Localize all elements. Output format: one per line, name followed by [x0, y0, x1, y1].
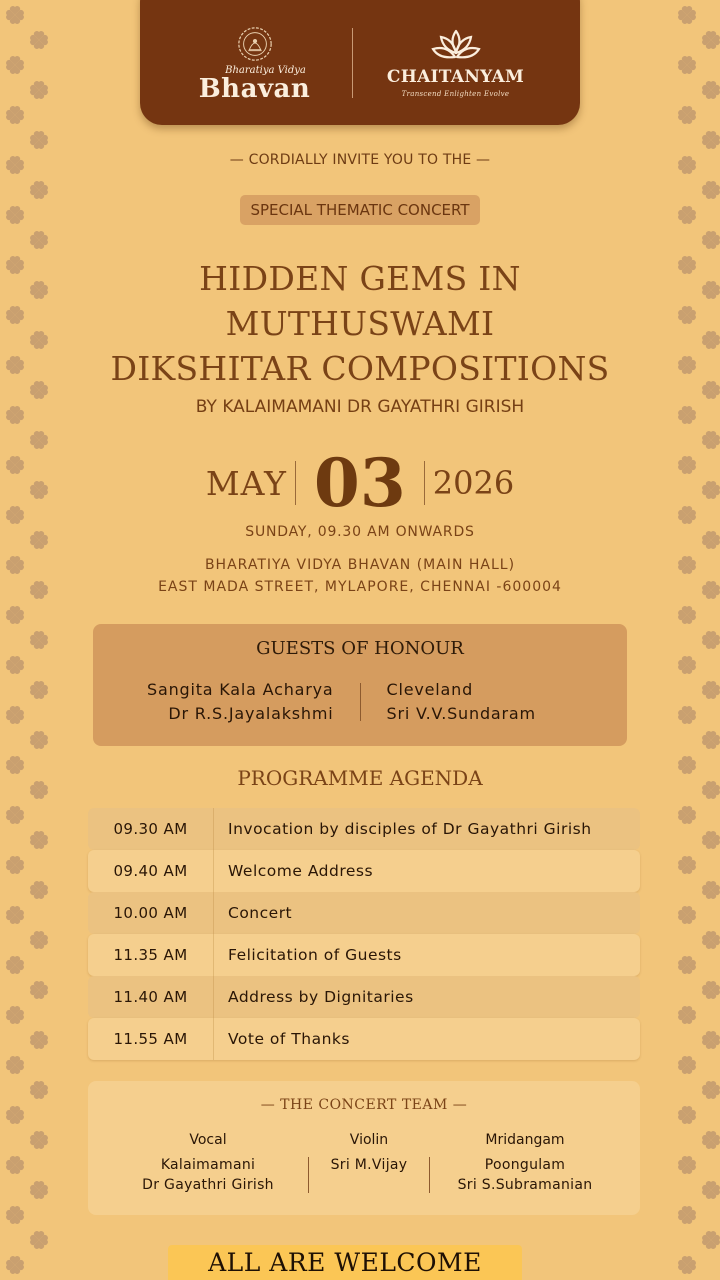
clover-pattern-icon [700, 879, 720, 901]
clover-pattern-icon [4, 1254, 26, 1276]
clover-pattern-icon [700, 1079, 720, 1101]
all-are-welcome-banner: ALL ARE WELCOME [168, 1245, 522, 1280]
clover-pattern-icon [28, 729, 50, 751]
clover-pattern-icon [4, 1154, 26, 1176]
clover-pattern-icon [676, 654, 698, 676]
clover-pattern-icon [4, 654, 26, 676]
date-month: MAY [205, 463, 287, 503]
lotus-icon [429, 27, 483, 65]
clover-pattern-icon [28, 1229, 50, 1251]
team-role: Vocal [189, 1132, 227, 1148]
event-type-wrap [0, 195, 720, 225]
clover-pattern-icon [676, 1154, 698, 1176]
date-separator [295, 461, 296, 505]
clover-pattern-icon [4, 1054, 26, 1076]
date-year: 2026 [432, 464, 515, 502]
agenda-row [88, 934, 640, 976]
guest-right-line-2: Sri V.V.Sundaram [386, 704, 536, 723]
guests-of-honour-panel [93, 624, 627, 746]
clover-pattern-icon [700, 629, 720, 651]
clover-pattern-icon [700, 0, 720, 1]
clover-pattern-icon [4, 4, 26, 26]
clover-pattern-icon [700, 929, 720, 951]
clover-pattern-icon [28, 929, 50, 951]
clover-pattern-icon [700, 1029, 720, 1051]
clover-pattern-icon [676, 54, 698, 76]
guest-left-line-1: Sangita Kala Acharya [147, 680, 334, 699]
clover-pattern-icon [28, 129, 50, 151]
bharatiya-vidya-bhavan-logo [180, 25, 330, 102]
chaitanyam-tagline: Transcend Enlighten Evolve [401, 90, 510, 98]
guest-right-line-1: Cleveland [386, 680, 474, 699]
clover-pattern-icon [676, 854, 698, 876]
clover-pattern-icon [676, 104, 698, 126]
clover-pattern-icon [28, 1179, 50, 1201]
team-name-line-1: Sri M.Vijay [330, 1157, 408, 1173]
clover-pattern-icon [28, 829, 50, 851]
team-role: Violin [349, 1132, 389, 1148]
clover-pattern-icon [676, 954, 698, 976]
clover-pattern-icon [700, 1129, 720, 1151]
clover-pattern-icon [676, 904, 698, 926]
clover-pattern-icon [676, 4, 698, 26]
clover-pattern-icon [4, 854, 26, 876]
clover-pattern-icon [676, 804, 698, 826]
guest-left-line-2: Dr R.S.Jayalakshmi [168, 704, 334, 723]
header-divider [352, 28, 353, 98]
event-type-badge: SPECIAL THEMATIC CONCERT [240, 195, 479, 225]
agenda-row [88, 808, 640, 850]
event-title-line-2: MUTHUSWAMI [225, 304, 495, 343]
right-border-pattern [664, 0, 720, 1280]
clover-pattern-icon [700, 79, 720, 101]
clover-pattern-icon [4, 54, 26, 76]
team-member-violin [309, 1131, 429, 1175]
agenda-item: Address by Dignitaries [228, 988, 414, 1006]
bhavan-logo-big-text: Bhavan [198, 74, 311, 104]
clover-pattern-icon [28, 0, 50, 1]
clover-pattern-icon [28, 1129, 50, 1151]
header-logo-banner [140, 0, 580, 125]
clover-pattern-icon [676, 704, 698, 726]
performer-byline: BY KALAIMAMANI DR GAYATHRI GIRISH [195, 397, 525, 417]
event-date [0, 444, 720, 522]
clover-pattern-icon [676, 604, 698, 626]
left-border-pattern [0, 0, 56, 1280]
agenda-item: Felicitation of Guests [228, 946, 402, 964]
chaitanyam-logo [371, 27, 541, 98]
clover-pattern-icon [700, 829, 720, 851]
clover-pattern-icon [700, 729, 720, 751]
guests-title: GUESTS OF HONOUR [256, 638, 464, 659]
venue-line-2: EAST MADA STREET, MYLAPORE, CHENNAI -600004 [158, 579, 562, 595]
agenda-time: 11.55 AM [88, 1018, 214, 1060]
clover-pattern-icon [676, 1254, 698, 1276]
clover-pattern-icon [4, 1004, 26, 1026]
clover-pattern-icon [28, 29, 50, 51]
clover-pattern-icon [28, 679, 50, 701]
bhavan-logo-small-text: Bharatiya Vidya [225, 65, 306, 76]
clover-pattern-icon [676, 1054, 698, 1076]
clover-pattern-icon [676, 1004, 698, 1026]
clover-pattern-icon [4, 1204, 26, 1226]
team-title: — THE CONCERT TEAM — [260, 1097, 468, 1113]
agenda-row [88, 850, 640, 892]
clover-pattern-icon [28, 79, 50, 101]
team-name-line-1: Poongulam [484, 1157, 566, 1173]
event-title-line-1: HIDDEN GEMS IN [199, 259, 521, 298]
agenda-item: Invocation by disciples of Dr Gayathri Girish [228, 820, 592, 838]
agenda-time: 09.30 AM [88, 808, 214, 850]
agenda-time: 09.40 AM [88, 850, 214, 892]
agenda-time: 11.35 AM [88, 934, 214, 976]
invite-line: — CORDIALLY INVITE YOU TO THE — [229, 152, 491, 168]
concert-team-panel [88, 1081, 640, 1215]
clover-pattern-icon [4, 904, 26, 926]
event-title-line-3: DIKSHITAR COMPOSITIONS [110, 349, 610, 388]
agenda-time: 11.40 AM [88, 976, 214, 1018]
clover-pattern-icon [700, 679, 720, 701]
team-name-line-2: Dr Gayathri Girish [142, 1177, 274, 1193]
clover-pattern-icon [4, 954, 26, 976]
clover-pattern-icon [676, 1204, 698, 1226]
agenda-row [88, 892, 640, 934]
clover-pattern-icon [28, 879, 50, 901]
clover-pattern-icon [700, 1229, 720, 1251]
agenda-time: 10.00 AM [88, 892, 214, 934]
clover-pattern-icon [4, 104, 26, 126]
agenda-item: Welcome Address [228, 862, 374, 880]
day-time-info: SUNDAY, 09.30 AM ONWARDS [245, 524, 475, 540]
bhavan-emblem-icon [236, 25, 274, 63]
team-name-line-1: Kalaimamani [160, 1157, 256, 1173]
clover-pattern-icon [4, 604, 26, 626]
date-day: 03 [313, 444, 406, 522]
clover-pattern-icon [4, 804, 26, 826]
clover-pattern-icon [676, 1104, 698, 1126]
agenda-title: PROGRAMME AGENDA [237, 766, 483, 790]
clover-pattern-icon [700, 129, 720, 151]
date-separator [424, 461, 425, 505]
clover-pattern-icon [28, 629, 50, 651]
team-member-mridangam [430, 1131, 620, 1195]
event-title [0, 256, 720, 391]
guest-right [361, 678, 611, 726]
chaitanyam-name: CHAITANYAM [386, 67, 525, 87]
team-member-vocal [108, 1131, 308, 1195]
agenda-item: Concert [228, 904, 293, 922]
clover-pattern-icon [28, 979, 50, 1001]
clover-pattern-icon [700, 29, 720, 51]
clover-pattern-icon [700, 1179, 720, 1201]
venue-address [0, 554, 720, 598]
clover-pattern-icon [700, 979, 720, 1001]
clover-pattern-icon [28, 229, 50, 251]
agenda-row [88, 1018, 640, 1060]
agenda-item: Vote of Thanks [228, 1030, 350, 1048]
guest-left [110, 678, 360, 726]
team-name-line-2: Sri S.Subramanian [457, 1177, 593, 1193]
clover-pattern-icon [28, 1029, 50, 1051]
venue-line-1: BHARATIYA VIDYA BHAVAN (MAIN HALL) [204, 557, 516, 573]
agenda-row [88, 976, 640, 1018]
clover-pattern-icon [4, 704, 26, 726]
clover-pattern-icon [4, 1104, 26, 1126]
team-role: Mridangam [485, 1132, 565, 1148]
agenda-table [88, 808, 640, 1060]
clover-pattern-icon [700, 229, 720, 251]
clover-pattern-icon [28, 1079, 50, 1101]
